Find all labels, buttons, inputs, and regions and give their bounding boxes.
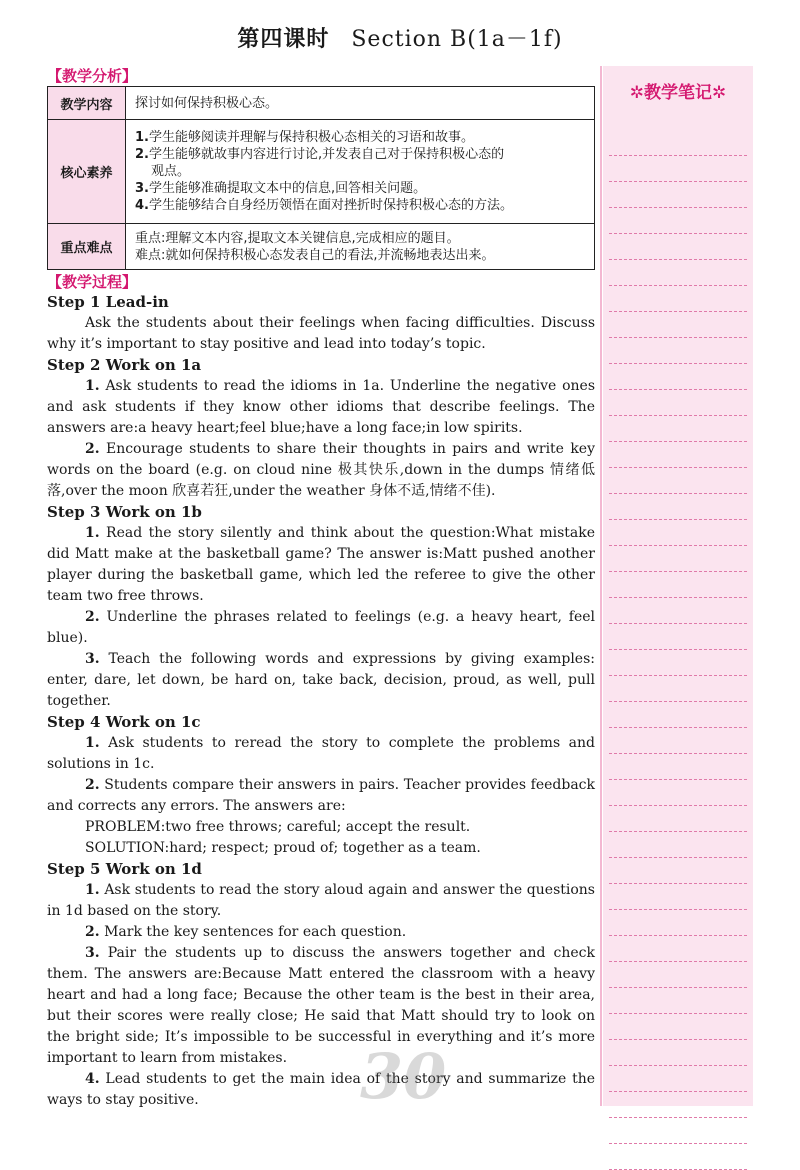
page-number: 30: [360, 1040, 447, 1113]
table-row: [48, 120, 595, 224]
process-heading: 【教学过程】: [47, 273, 138, 291]
note-line: [609, 754, 747, 780]
step-heading: Step 5 Work on 1d: [47, 860, 202, 878]
note-line: [609, 182, 747, 208]
note-line: [609, 546, 747, 572]
row-label: 教学内容: [48, 87, 126, 120]
paragraph: 2. Encourage students to share their thoughts in pairs and write key words on the board (e.g. on cloud nine 极其快乐,down in the dumps 情绪低落,over the moon 欣喜若狂,under the weather 身体不适,情绪不佳).: [47, 441, 595, 499]
note-line: [609, 338, 747, 364]
notes-panel: [603, 66, 753, 1106]
paragraph: 3. Teach the following words and expressions by giving examples: enter, dare, let down, be hard on, take back, decision, proud, as well, pull together.: [47, 651, 595, 709]
note-line: [609, 312, 747, 338]
note-line: [609, 858, 747, 884]
note-line: [609, 702, 747, 728]
section-title: Section B(1a－1f): [351, 27, 563, 52]
note-line: [609, 1066, 747, 1092]
content-line: 观点。: [151, 164, 191, 179]
note-line: [609, 416, 747, 442]
note-line: [609, 572, 747, 598]
note-line: [609, 1144, 747, 1170]
answer-line: SOLUTION:hard; respect; proud of; together as a team.: [85, 840, 481, 856]
step-heading: Step 3 Work on 1b: [47, 503, 202, 521]
note-line: [609, 806, 747, 832]
content-line: 难点:就如何保持积极心态发表自己的看法,并流畅地表达出来。: [135, 247, 495, 263]
table-row: [48, 224, 595, 270]
note-line: [609, 494, 747, 520]
page-title: [0, 22, 800, 53]
note-line: [609, 650, 747, 676]
row-value: [126, 87, 595, 120]
note-line: [609, 260, 747, 286]
analysis-heading: 【教学分析】: [47, 67, 138, 85]
note-line: [609, 884, 747, 910]
paragraph: 2. Students compare their answers in pairs. Teacher provides feedback and corrects any errors. The answers are:: [47, 777, 595, 814]
paragraph: Ask the students about their feelings when facing difficulties. Discuss why it’s important to stay positive and lead into today’s topic.: [47, 315, 595, 352]
note-line: [609, 286, 747, 312]
note-line: [609, 624, 747, 650]
note-line: [609, 208, 747, 234]
note-line: [609, 780, 747, 806]
notes-lines: [609, 130, 747, 1170]
main-content: [47, 66, 595, 1111]
note-line: [609, 156, 747, 182]
note-line: [609, 1092, 747, 1118]
row-label: 核心素养: [48, 120, 126, 224]
paragraph: 4. Lead students to get the main idea of the story and summarize the ways to stay positive.: [47, 1071, 595, 1108]
step-heading: Step 4 Work on 1c: [47, 713, 201, 731]
content-line: 探讨如何保持积极心态。: [135, 95, 279, 111]
note-line: [609, 390, 747, 416]
note-line: [609, 520, 747, 546]
content-line: 1.学生能够阅读并理解与保持积极心态相关的习语和故事。: [135, 130, 474, 145]
note-line: [609, 598, 747, 624]
content-line: 3.学生能够准确提取文本中的信息,回答相关问题。: [135, 181, 427, 196]
paragraph: 1. Ask students to reread the story to complete the problems and solutions in 1c.: [47, 735, 595, 772]
note-line: [609, 364, 747, 390]
note-line: [609, 130, 747, 156]
step-heading: Step 1 Lead-in: [47, 293, 169, 311]
row-label: 重点难点: [48, 224, 126, 270]
note-line: [609, 1014, 747, 1040]
paragraph: 1. Ask students to read the story aloud again and answer the questions in 1d based on the story.: [47, 882, 595, 919]
note-line: [609, 910, 747, 936]
note-line: [609, 988, 747, 1014]
note-line: [609, 962, 747, 988]
notes-divider: [600, 66, 602, 1106]
table-row: [48, 87, 595, 120]
note-line: [609, 728, 747, 754]
note-line: [609, 234, 747, 260]
paragraph: 2. Underline the phrases related to feelings (e.g. a heavy heart, feel blue).: [47, 609, 595, 646]
content-line: 重点:理解文本内容,提取文本关键信息,完成相应的题目。: [135, 230, 460, 246]
paragraph: 3. Pair the students up to discuss the answers together and check them. The answers are:Because Matt entered the classroom with a heavy heart and had a long face; Because the other team is the best in their area, but their scores were really close; He said that Matt should try to look on the bright side; It’s impossible to be successful in everything and it’s more important to learn from mistakes.: [47, 945, 595, 1066]
paragraph: 1. Read the story silently and think about the question:What mistake did Matt make at the basketball game? The answer is:Matt pushed another player during the basketball game, which led the referee to give the other team two free throws.: [47, 525, 596, 604]
note-line: [609, 468, 747, 494]
row-value: [126, 224, 595, 270]
answer-line: PROBLEM:two free throws; careful; accept the result.: [85, 819, 471, 835]
content-line: 4.学生能够结合自身经历领悟在面对挫折时保持积极心态的方法。: [135, 198, 513, 213]
paragraph: 1. Ask students to read the idioms in 1a. Underline the negative ones and ask students if they know other idioms that describe feelings. The answers are:a heavy heart;feel blue;have a long face;in low spirits.: [47, 378, 596, 436]
content-line: 2.学生能够就故事内容进行讨论,并发表自己对于保持积极心态的: [135, 147, 505, 162]
notes-title: ✲教学笔记✲: [629, 83, 727, 103]
note-line: [609, 442, 747, 468]
note-line: [609, 1118, 747, 1144]
analysis-table: [47, 86, 595, 270]
paragraph: 2. Mark the key sentences for each question.: [85, 924, 407, 940]
note-line: [609, 832, 747, 858]
step-heading: Step 2 Work on 1a: [47, 356, 202, 374]
lesson-number: 第四课时: [237, 26, 330, 52]
note-line: [609, 676, 747, 702]
note-line: [609, 936, 747, 962]
row-value: [126, 120, 595, 224]
note-line: [609, 1040, 747, 1066]
